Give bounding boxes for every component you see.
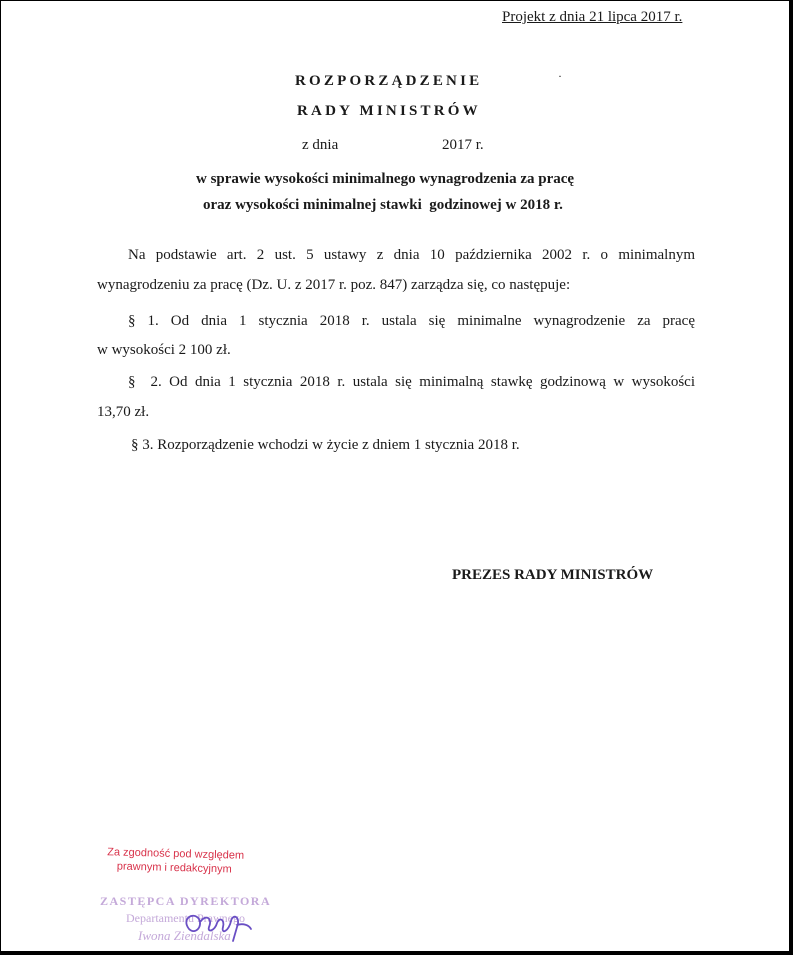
scan-speck: · — [558, 69, 562, 83]
document-issuer: RADY MINISTRÓW — [297, 103, 481, 119]
legal-approval-stamp — [107, 845, 245, 877]
date-prefix: z dnia — [302, 137, 339, 153]
handwritten-signature — [175, 905, 255, 945]
paragraph-3: § 3. Rozporządzenie wchodzi w życie z dniem 1 stycznia 2018 r. — [131, 437, 520, 453]
paragraph-2-line-2: 13,70 zł. — [97, 404, 150, 420]
paragraph-1-line-1: § 1. Od dnia 1 stycznia 2018 r. ustala się minimalne wynagrodzenie za pracę — [128, 313, 695, 329]
stamp-line-1: Za zgodność pod względem — [107, 846, 245, 862]
subject-line-1: w sprawie wysokości minimalnego wynagrodzenia za pracę — [196, 171, 575, 187]
document-title: ROZPORZĄDZENIE — [295, 73, 483, 89]
signatory-title: PREZES RADY MINISTRÓW — [452, 567, 654, 583]
date-year: 2017 r. — [442, 137, 484, 153]
intro-line-2: wynagrodzeniu za pracę (Dz. U. z 2017 r. poz. 847) zarządza się, co następuje: — [97, 277, 571, 293]
paragraph-2-line-1: § 2. Od dnia 1 stycznia 2018 r. ustala się minimalną stawkę godzinową w wysokości — [128, 374, 695, 390]
subject-line-2: oraz wysokości minimalnej stawki godzinowej w 2018 r. — [203, 197, 563, 213]
stamp-line-2: prawnym i redakcyjnym — [116, 860, 232, 876]
paragraph-1-line-2: w wysokości 2 100 zł. — [97, 342, 231, 358]
stamp-name: Iwona Ziendalska — [138, 928, 231, 943]
stamp-role: ZASTĘPCA DYREKTORA — [100, 894, 272, 908]
stamp-department: Departamentu Prawnego — [126, 911, 245, 925]
draft-date-header: Projekt z dnia 21 lipca 2017 r. — [502, 9, 683, 25]
intro-line-1: Na podstawie art. 2 ust. 5 ustawy z dnia 10 października 2002 r. o minimalnym — [128, 247, 695, 263]
signature-stroke — [186, 916, 251, 941]
